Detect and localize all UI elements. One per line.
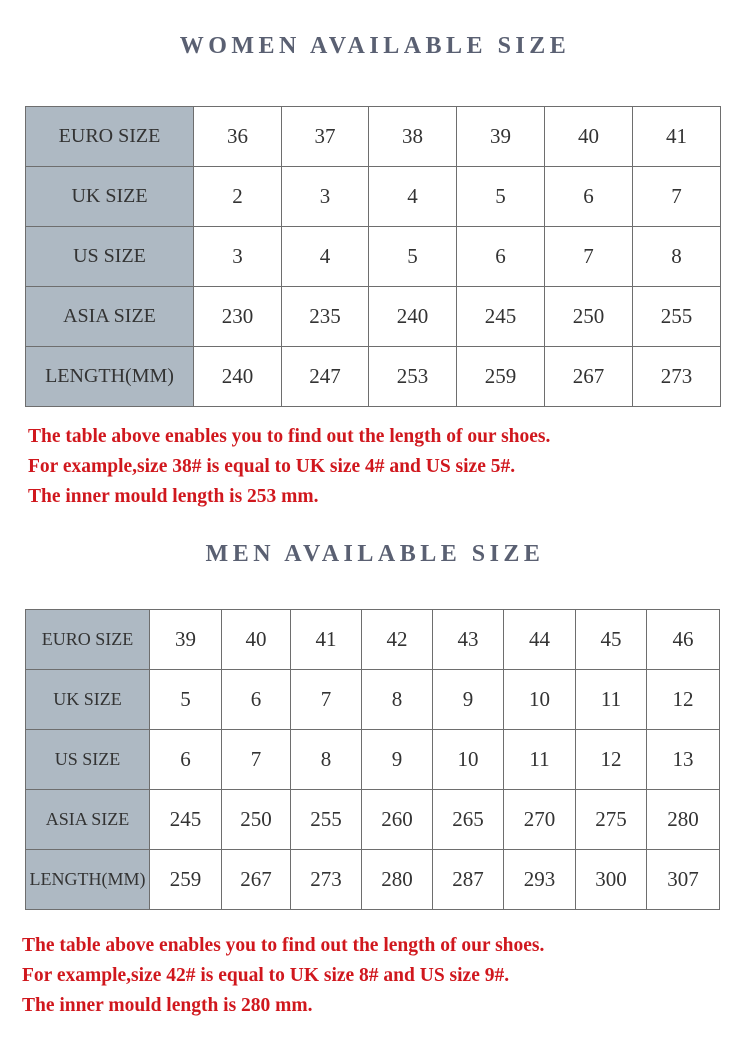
men-table-cell: 6: [222, 670, 291, 730]
men-table-cell: 259: [150, 850, 222, 910]
men-table-cell: 5: [150, 670, 222, 730]
women-table-cell: 240: [194, 347, 282, 407]
men-table-cell: 265: [433, 790, 504, 850]
women-table-cell: 235: [282, 287, 369, 347]
men-table-cell: 39: [150, 610, 222, 670]
women-table-cell: 253: [369, 347, 457, 407]
women-table-cell: 39: [457, 107, 545, 167]
women-table-cell: 3: [282, 167, 369, 227]
men-table-cell: 307: [647, 850, 720, 910]
men-table-cell: 270: [504, 790, 576, 850]
men-table-cell: 293: [504, 850, 576, 910]
men-row-header: LENGTH(MM): [26, 850, 150, 910]
men-row-header: US SIZE: [26, 730, 150, 790]
men-table-cell: 10: [433, 730, 504, 790]
men-table-row: [26, 610, 720, 670]
men-note-line: The inner mould length is 280 mm.: [22, 995, 313, 1016]
women-table-cell: 247: [282, 347, 369, 407]
women-row-header: UK SIZE: [26, 167, 194, 227]
men-table-row: [26, 790, 720, 850]
women-table-row: [26, 107, 721, 167]
women-table-row: [26, 227, 721, 287]
men-table-cell: 41: [291, 610, 362, 670]
men-table-cell: 12: [647, 670, 720, 730]
men-table-cell: 7: [291, 670, 362, 730]
women-table-cell: 38: [369, 107, 457, 167]
men-table-cell: 9: [362, 730, 433, 790]
women-table-cell: 6: [457, 227, 545, 287]
women-table-cell: 2: [194, 167, 282, 227]
women-note-line: The inner mould length is 253 mm.: [28, 486, 319, 507]
women-table-cell: 37: [282, 107, 369, 167]
women-table-cell: 6: [545, 167, 633, 227]
women-size-table: [25, 106, 721, 407]
men-note-line: For example,size 42# is equal to UK size 8# and US size 9#.: [22, 965, 510, 986]
women-table-cell: 255: [633, 287, 721, 347]
men-table-cell: 44: [504, 610, 576, 670]
women-table-cell: 40: [545, 107, 633, 167]
men-table-cell: 12: [576, 730, 647, 790]
men-table-cell: 273: [291, 850, 362, 910]
women-table-cell: 3: [194, 227, 282, 287]
men-table-cell: 11: [576, 670, 647, 730]
women-table-cell: 8: [633, 227, 721, 287]
men-table-cell: 267: [222, 850, 291, 910]
women-row-header: US SIZE: [26, 227, 194, 287]
women-row-header: ASIA SIZE: [26, 287, 194, 347]
men-row-header: UK SIZE: [26, 670, 150, 730]
men-table-cell: 13: [647, 730, 720, 790]
men-row-header: EURO SIZE: [26, 610, 150, 670]
women-table-cell: 4: [282, 227, 369, 287]
women-table-cell: 245: [457, 287, 545, 347]
men-row-header: ASIA SIZE: [26, 790, 150, 850]
women-row-header: LENGTH(MM): [26, 347, 194, 407]
women-table-row: [26, 167, 721, 227]
women-table-cell: 4: [369, 167, 457, 227]
men-table-row: [26, 670, 720, 730]
men-table-cell: 46: [647, 610, 720, 670]
men-table-cell: 9: [433, 670, 504, 730]
women-note-line: The table above enables you to find out the length of our shoes.: [28, 426, 551, 447]
men-table-cell: 43: [433, 610, 504, 670]
men-table-row: [26, 730, 720, 790]
men-table-cell: 42: [362, 610, 433, 670]
women-row-header: EURO SIZE: [26, 107, 194, 167]
women-table-cell: 5: [457, 167, 545, 227]
women-table-cell: 259: [457, 347, 545, 407]
men-table-cell: 8: [291, 730, 362, 790]
men-note-line: The table above enables you to find out the length of our shoes.: [22, 935, 545, 956]
men-table-cell: 7: [222, 730, 291, 790]
men-table-cell: 45: [576, 610, 647, 670]
men-size-title: MEN AVAILABLE SIZE: [205, 541, 545, 567]
women-table-cell: 7: [633, 167, 721, 227]
men-size-notes: [22, 931, 732, 1021]
men-size-table: [25, 609, 720, 910]
women-table-cell: 5: [369, 227, 457, 287]
men-table-cell: 260: [362, 790, 433, 850]
men-table-cell: 300: [576, 850, 647, 910]
men-table-cell: 40: [222, 610, 291, 670]
women-table-cell: 41: [633, 107, 721, 167]
men-table-cell: 255: [291, 790, 362, 850]
women-size-notes: [28, 422, 738, 512]
women-table-cell: 267: [545, 347, 633, 407]
men-table-cell: 6: [150, 730, 222, 790]
women-table-cell: 250: [545, 287, 633, 347]
women-table-row: [26, 347, 721, 407]
men-table-cell: 250: [222, 790, 291, 850]
men-table-cell: 245: [150, 790, 222, 850]
men-table-cell: 280: [362, 850, 433, 910]
women-table-cell: 230: [194, 287, 282, 347]
men-table-cell: 275: [576, 790, 647, 850]
women-table-cell: 273: [633, 347, 721, 407]
men-table-cell: 280: [647, 790, 720, 850]
men-table-cell: 287: [433, 850, 504, 910]
women-table-row: [26, 287, 721, 347]
men-table-cell: 10: [504, 670, 576, 730]
men-table-cell: 11: [504, 730, 576, 790]
men-table-row: [26, 850, 720, 910]
women-table-cell: 7: [545, 227, 633, 287]
women-table-cell: 36: [194, 107, 282, 167]
men-table-cell: 8: [362, 670, 433, 730]
women-size-title: WOMEN AVAILABLE SIZE: [179, 33, 571, 59]
women-note-line: For example,size 38# is equal to UK size 4# and US size 5#.: [28, 456, 516, 477]
women-table-cell: 240: [369, 287, 457, 347]
